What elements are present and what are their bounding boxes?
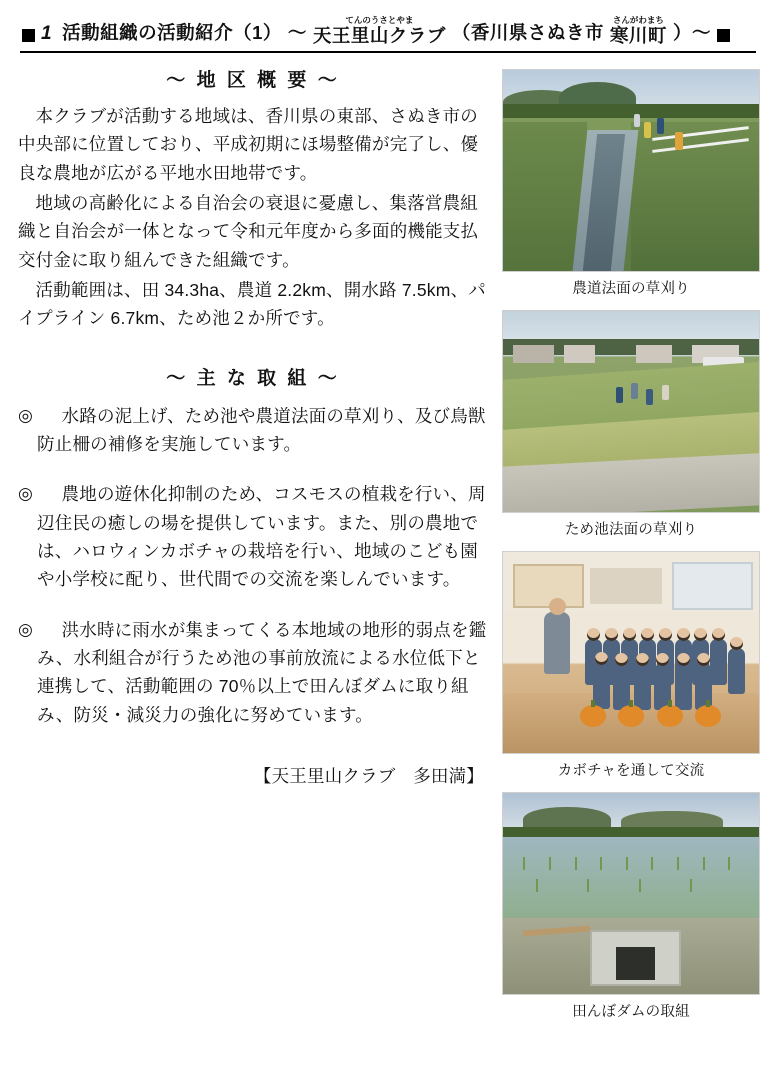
paddy-field-dam-photo [502,792,760,995]
rice-plant-shape [703,857,705,870]
rice-plant-shape [575,857,577,870]
rice-plant-shape [600,857,602,870]
author-credit: 【天王里山クラブ 多田満】 [253,766,484,787]
list-item [18,480,488,593]
header-subtitle-prefix: ～ [287,21,307,43]
town-name: 寒川町 [609,24,667,46]
overview-paragraph: 活動範囲は、田 34.3ha、農道 2.2km、開水路 7.5km、パイプライン 6.7km、ため池２か所です。 [18,279,486,329]
double-circle-bullet-icon: ◎ [18,484,34,504]
double-circle-bullet-icon: ◎ [18,619,34,639]
pumpkin-shape [580,705,606,727]
section-number: 1 [41,22,53,44]
club-name: 天王里山クラブ [312,24,446,46]
location-open-paren: （香川県さぬき市 [451,21,604,43]
double-circle-bullet-icon: ◎ [18,405,34,425]
rice-plant-shape [523,857,525,870]
text-column [18,63,488,788]
child-figure [613,664,630,710]
drainage-box-shape [590,930,681,986]
town-name-ruby-group [610,16,667,45]
photo-caption: ため池法面の草刈り [564,521,698,538]
person-figure [657,118,664,134]
overview-section-title: ～ 地 区 概 要 ～ [166,69,340,91]
list-item-text: 農地の遊休化抑制のため、コスモスの植栽を行い、周辺住民の癒しの場を提供しています。また、別の農地では、ハロウィンカボチャの栽培を行い、地域のこども園や小学校に配り、世代間での交流を楽しんでいます。 [37,484,486,590]
overview-paragraph: 本クラブが活動する地域は、香川県の東部、さぬき市の中央部に位置しており、平成初期にほ場整備が完了し、優良な農地が広がる平地水田地帯です。 [18,105,479,183]
drain-opening-shape [616,947,654,979]
window-shape [672,562,753,610]
photo-caption: 田んぼダムの取組 [572,1003,690,1020]
building-shape [564,345,595,363]
child-figure [634,664,651,710]
rice-plant-shape [651,857,653,870]
photo-caption: 農道法面の草刈り [572,280,690,297]
bulletin-board-shape [513,564,584,608]
person-figure [616,387,623,403]
person-figure [662,385,669,400]
square-marker-left-icon [22,29,35,42]
person-figure [634,114,640,127]
person-figure [675,132,683,150]
list-item-text: 洪水時に雨水が集まってくる本地域の地形的弱点を鑑み、水利組合が行うため池の事前放流による水位低下と連携して、活動範囲の 70％以上で田んぼダムに取り組み、防災・減災力の強化に努めています。 [37,619,487,725]
person-figure [644,122,651,138]
rice-plant-shape [728,857,730,870]
photo-block [502,69,760,298]
list-item [18,402,488,459]
town-name-ruby: さんがわまち [612,15,664,25]
location-close-paren: ）～ [672,21,711,43]
photo-block [502,551,760,780]
paddy-water-region [503,837,759,921]
child-figure [710,639,727,685]
list-item-text: 水路の泥上げ、ため池や農道法面の草刈り、及び鳥獣防止柵の補修を実施しています。 [37,405,486,455]
rice-plant-shape [587,879,589,892]
photo-block [502,310,760,539]
header-divider [20,51,756,53]
content-columns [18,63,758,1033]
child-figure [675,664,692,710]
club-name-ruby-group [313,16,446,45]
club-name-ruby: てんのうさとやま [345,15,414,25]
building-shape [636,345,672,363]
person-figure [631,383,638,399]
photo-caption: カボチャを通して交流 [557,762,705,779]
building-shape [513,345,554,363]
rice-plant-shape [677,857,679,870]
overview-paragraph: 地域の高齢化による自治会の衰退に憂慮し、集落営農組織と自治会が一体となって令和元年度から多面的機能支払交付金に取り組んできた組織です。 [18,192,479,270]
list-item [18,616,488,729]
child-figure [728,648,745,694]
person-figure [646,389,653,405]
rice-plant-shape [639,879,641,892]
rice-plant-shape [549,857,551,870]
pumpkin-shape [657,705,683,727]
square-marker-right-icon [717,29,730,42]
waterway-grass-cutting-photo [502,69,760,272]
pumpkin-shape [618,705,644,727]
pumpkin-exchange-photo [502,551,760,754]
pond-slope-grass-cutting-photo [502,310,760,513]
rice-plant-shape [536,879,538,892]
photo-block [502,792,760,1021]
rice-plant-shape [626,857,628,870]
pumpkin-shape [695,705,721,727]
page-header [18,16,758,51]
shelf-shape [590,568,662,604]
child-figure [593,663,610,709]
efforts-section-title: ～ 主 な 取 組 ～ [166,367,340,389]
header-title: 活動組織の活動紹介（1） [62,21,282,43]
rice-plant-shape [690,879,692,892]
photo-column [502,63,760,1033]
